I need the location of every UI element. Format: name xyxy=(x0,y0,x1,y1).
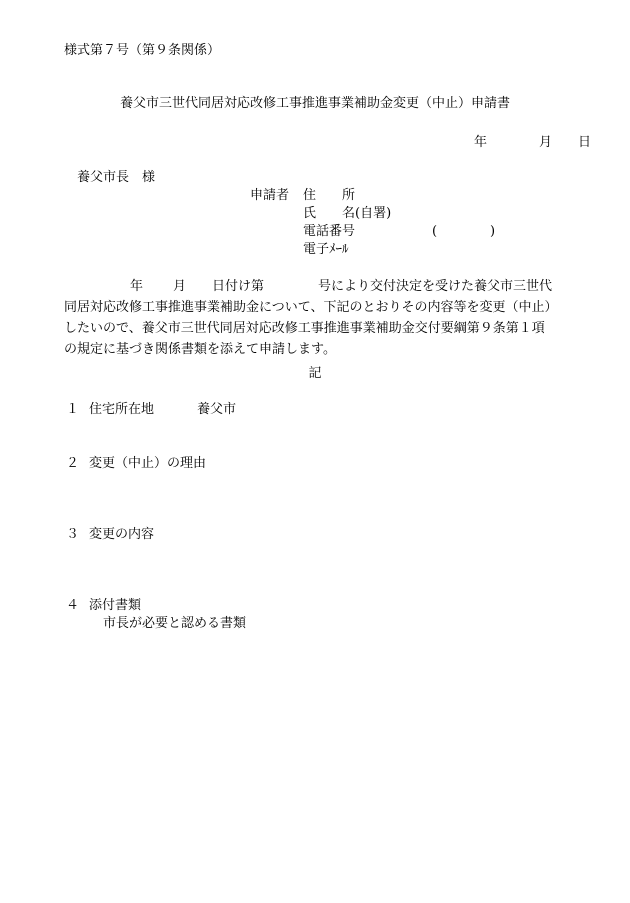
statement-line-2: 同居対応改修工事推進事業補助金について、下記のとおりその内容等を変更（中止） xyxy=(64,300,558,315)
applicant-address-label: 住 所 xyxy=(303,188,356,203)
date-year: 年 xyxy=(474,135,488,150)
applicant-phone-label: 電話番号 xyxy=(303,224,356,239)
statement-line-4: の規定に基づき関係書類を添えて申請します。 xyxy=(64,342,336,357)
item-1-number: １ xyxy=(66,402,80,417)
statement-rest: 号により交付決定を受けた養父市三世代 xyxy=(318,279,553,294)
applicant-email-label: 電子ﾒｰﾙ xyxy=(303,242,349,257)
item-2-label: 変更（中止）の理由 xyxy=(89,456,207,471)
item-4-label: 添付書類 xyxy=(89,598,142,613)
form-number: 様式第７号（第９条関係） xyxy=(64,43,221,58)
document-title: 養父市三世代同居対応改修工事推進事業補助金変更（中止）申請書 xyxy=(119,96,510,111)
item-3-label: 変更の内容 xyxy=(89,527,155,542)
item-3-number: ３ xyxy=(66,527,80,542)
phone-paren-open: ( xyxy=(432,224,438,239)
date-day: 日 xyxy=(578,135,592,150)
statement-line-3: したいので、養父市三世代同居対応改修工事推進事業補助金交付要綱第９条第１項 xyxy=(64,321,545,336)
addressee: 養父市長 様 xyxy=(77,170,156,185)
phone-paren-close: ) xyxy=(490,224,496,239)
date-month: 月 xyxy=(539,135,553,150)
item-4-number: ４ xyxy=(66,598,80,613)
applicant-name-label: 氏 名(自署) xyxy=(303,206,392,221)
statement-year: 年 xyxy=(130,279,144,294)
item-1-label: 住宅所在地 xyxy=(89,402,155,417)
ki-heading: 記 xyxy=(308,366,322,381)
application-statement xyxy=(64,276,584,360)
statement-day-number: 日付け第 xyxy=(212,279,265,294)
date-line xyxy=(474,136,591,149)
item-4-sub: 市長が必要と認める書類 xyxy=(103,616,247,631)
item-2-number: ２ xyxy=(66,456,80,471)
statement-line-1 xyxy=(64,276,584,297)
item-1-value: 養父市 xyxy=(197,402,237,417)
statement-month: 月 xyxy=(173,279,187,294)
applicant-label: 申請者 xyxy=(250,188,290,203)
